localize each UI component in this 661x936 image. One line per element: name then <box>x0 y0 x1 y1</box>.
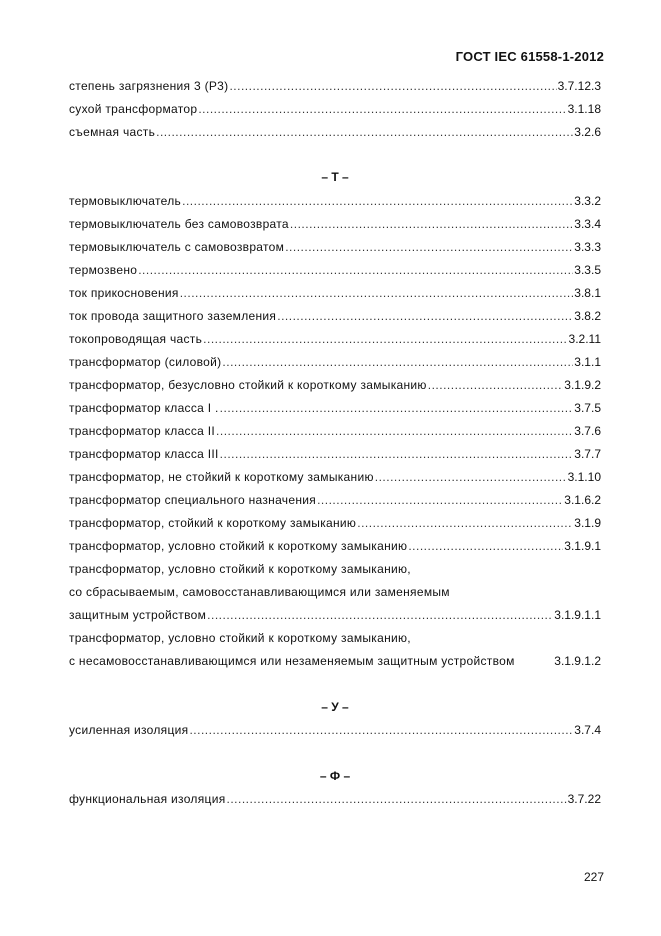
leader-dots <box>222 352 573 372</box>
entry-term: степень загрязнения 3 (P3) <box>69 79 229 93</box>
entry-term: ток прикосновения <box>69 286 179 300</box>
leader-dots <box>220 444 574 464</box>
entry-term: трансформатор специального назначения <box>69 493 317 507</box>
entry-term: трансформатор, условно стойкий к короткому замыканию <box>69 539 408 553</box>
leader-dots <box>182 191 573 211</box>
entry-term: термовыключатель без самовозврата <box>69 217 289 231</box>
entry-term: трансформатор класса III <box>69 447 219 461</box>
index-entry <box>69 536 601 556</box>
index-entry <box>69 122 601 142</box>
entry-term: трансформатор класса II <box>69 424 216 438</box>
entry-term: трансформатор, не стойкий к короткому замыканию <box>69 470 374 484</box>
entry-term: защитным устройством <box>69 608 207 622</box>
leader-dots <box>180 283 574 303</box>
entry-ref: 3.7.7 <box>574 447 601 461</box>
entry-term: трансформатор класса I . <box>69 401 219 415</box>
leader-dots <box>357 513 573 533</box>
entry-ref: 3.1.18 <box>567 102 601 116</box>
leader-dots <box>138 260 573 280</box>
leader-dots <box>198 99 566 119</box>
entry-ref: 3.1.1 <box>574 355 601 369</box>
entry-ref: 3.7.12.3 <box>557 79 601 93</box>
entry-ref: 3.1.9.1 <box>564 539 601 553</box>
entry-ref: 3.7.6 <box>574 424 601 438</box>
index-entry <box>69 237 601 257</box>
entry-ref: 3.3.4 <box>574 217 601 231</box>
leader-dots <box>220 398 574 418</box>
section-heading-t: – Т – <box>321 170 349 184</box>
entry-ref: 3.3.3 <box>574 240 601 254</box>
index-entry <box>69 467 601 487</box>
index-entry <box>69 283 601 303</box>
leader-dots <box>375 467 567 487</box>
entry-ref: 3.1.9.2 <box>564 378 601 392</box>
entry-term: сухой трансформатор <box>69 102 198 116</box>
entry-ref: 3.8.1 <box>574 286 601 300</box>
section-heading-f: – Ф – <box>319 769 351 783</box>
index-entry <box>69 651 601 671</box>
leader-dots <box>229 76 556 96</box>
index-entry <box>69 421 601 441</box>
entry-ref: 3.1.6.2 <box>564 493 601 507</box>
entry-ref: 3.2.11 <box>568 332 601 346</box>
entry-ref: 3.1.9 <box>574 516 601 530</box>
entry-term: с несамовосстанавливающимся или незаменяемым защитным устройством <box>69 654 515 668</box>
entry-ref: 3.8.2 <box>574 309 601 323</box>
leader-dots <box>285 237 573 257</box>
entry-term: токопроводящая часть <box>69 332 203 346</box>
index-entry <box>69 214 601 234</box>
entry-ref: 3.1.9.1.2 <box>554 654 601 668</box>
entry-continuation-line: трансформатор, условно стойкий к короткому замыканию, <box>69 562 411 576</box>
leader-dots <box>207 605 553 625</box>
index-entry <box>69 444 601 464</box>
entry-ref: 3.7.4 <box>574 723 601 737</box>
index-entry <box>69 191 601 211</box>
entry-continuation-line: трансформатор, условно стойкий к короткому замыканию, <box>69 631 411 645</box>
entry-ref: 3.3.2 <box>574 194 601 208</box>
index-entry <box>69 605 601 625</box>
entry-ref: 3.1.10 <box>567 470 601 484</box>
index-entry <box>69 99 601 119</box>
entry-ref: 3.1.9.1.1 <box>554 608 601 622</box>
index-entry <box>69 306 601 326</box>
entry-term: термовыключатель с самовозвратом <box>69 240 285 254</box>
leader-dots <box>408 536 563 556</box>
leader-dots <box>216 421 573 441</box>
entry-ref: 3.3.5 <box>574 263 601 277</box>
leader-dots <box>189 720 573 740</box>
entry-term: термовыключатель <box>69 194 182 208</box>
index-entry <box>69 720 601 740</box>
leader-dots <box>428 375 564 395</box>
entry-term: трансформатор (силовой) <box>69 355 222 369</box>
index-entry <box>69 352 601 372</box>
entry-term: термозвено <box>69 263 138 277</box>
leader-dots <box>227 789 567 809</box>
entry-term: усиленная изоляция <box>69 723 189 737</box>
entry-term: съемная часть <box>69 125 156 139</box>
entry-continuation-line: со сбрасываемым, самовосстанавливающимся или заменяемым <box>69 585 450 599</box>
entry-ref: 3.7.22 <box>567 792 601 806</box>
leader-dots <box>317 490 563 510</box>
entry-ref: 3.7.5 <box>574 401 601 415</box>
document-header: ГОСТ IEC 61558-1-2012 <box>455 49 604 64</box>
index-entry <box>69 398 601 418</box>
entry-term: функциональная изоляция <box>69 792 226 806</box>
leader-dots <box>290 214 573 234</box>
leader-dots <box>203 329 567 349</box>
section-heading-u: – У – <box>321 700 349 714</box>
leader-dots <box>156 122 573 142</box>
index-entry <box>69 375 601 395</box>
entry-term: трансформатор, стойкий к короткому замыканию <box>69 516 357 530</box>
index-entry <box>69 490 601 510</box>
index-entry <box>69 329 601 349</box>
entry-ref: 3.2.6 <box>574 125 601 139</box>
entry-term: трансформатор, безусловно стойкий к короткому замыканию <box>69 378 427 392</box>
index-entry <box>69 76 601 96</box>
index-entry <box>69 513 601 533</box>
page-number: 227 <box>583 870 604 884</box>
index-entry <box>69 789 601 809</box>
leader-dots <box>277 306 573 326</box>
entry-term: ток провода защитного заземления <box>69 309 277 323</box>
index-entry <box>69 260 601 280</box>
